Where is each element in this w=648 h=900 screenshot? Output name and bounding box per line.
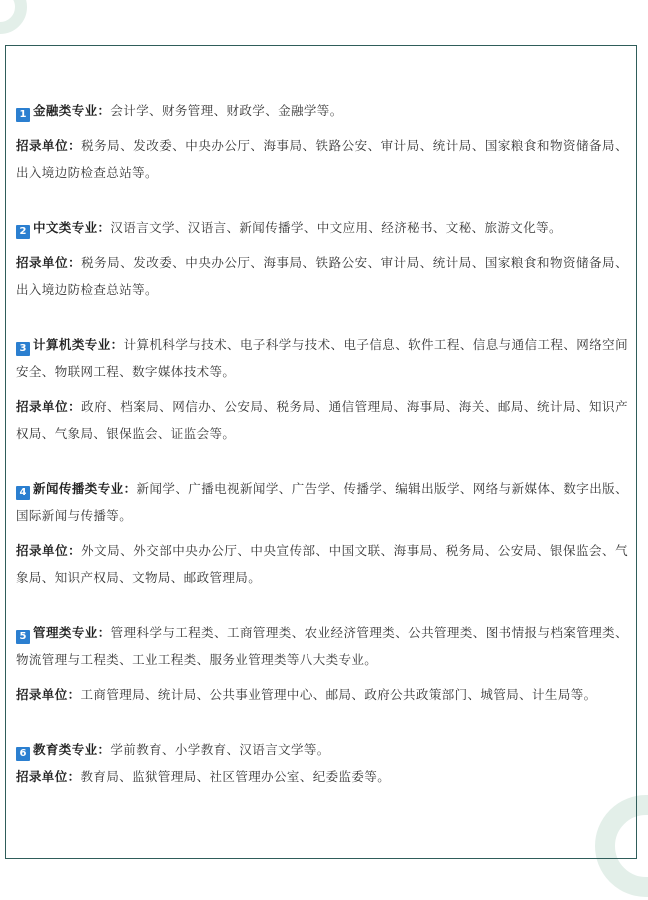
recruit-paragraph bbox=[16, 681, 628, 708]
recruit-paragraph bbox=[16, 249, 628, 303]
recruit-label: 招录单位： bbox=[16, 687, 81, 702]
recruit-paragraph bbox=[16, 763, 628, 790]
major-label: 中文类专业： bbox=[33, 220, 111, 235]
recruit-text: 外文局、外交部中央办公厅、中央宣传部、中国文联、海事局、税务局、公安局、银保监会、气象局、知识产权局、文物局、邮政管理局。 bbox=[16, 543, 628, 585]
recruit-paragraph bbox=[16, 393, 628, 447]
number-badge: 4 bbox=[16, 486, 30, 500]
number-badge: 1 bbox=[16, 108, 30, 122]
recruit-paragraph bbox=[16, 132, 628, 186]
major-text: 汉语言文学、汉语言、新闻传播学、中文应用、经济秘书、文秘、旅游文化等。 bbox=[110, 220, 562, 235]
number-badge: 2 bbox=[16, 225, 30, 239]
recruit-text: 教育局、监狱管理局、社区管理办公室、纪委监委等。 bbox=[80, 769, 391, 784]
recruit-text: 税务局、发改委、中央办公厅、海事局、铁路公安、审计局、统计局、国家粮食和物资储备局、出入境边防检查总站等。 bbox=[16, 138, 628, 180]
major-label: 教育类专业： bbox=[33, 742, 111, 757]
recruit-label: 招录单位： bbox=[16, 255, 82, 270]
recruit-paragraph bbox=[16, 537, 628, 591]
recruit-label: 招录单位： bbox=[16, 138, 82, 153]
major-label: 金融类专业： bbox=[33, 103, 111, 118]
section-2 bbox=[16, 214, 628, 303]
number-badge: 3 bbox=[16, 342, 30, 356]
section-1 bbox=[16, 97, 628, 186]
major-paragraph bbox=[16, 736, 628, 763]
recruit-text: 政府、档案局、网信办、公安局、税务局、通信管理局、海事局、海关、邮局、统计局、知识产权局、气象局、银保监会、证监会等。 bbox=[16, 399, 628, 441]
major-text: 会计学、财务管理、财政学、金融学等。 bbox=[110, 103, 343, 118]
number-badge: 5 bbox=[16, 630, 30, 644]
major-paragraph bbox=[16, 331, 628, 385]
section-5 bbox=[16, 619, 628, 708]
section-6 bbox=[16, 736, 628, 790]
section-3 bbox=[16, 331, 628, 447]
major-text: 计算机科学与技术、电子科学与技术、电子信息、软件工程、信息与通信工程、网络空间安全、物联网工程、数字媒体技术等。 bbox=[16, 337, 628, 379]
section-4 bbox=[16, 475, 628, 591]
major-label: 新闻传播类专业： bbox=[33, 481, 137, 496]
recruit-label: 招录单位： bbox=[16, 543, 82, 558]
major-paragraph bbox=[16, 475, 628, 529]
recruit-text: 工商管理局、统计局、公共事业管理中心、邮局、政府公共政策部门、城管局、计生局等。 bbox=[80, 687, 597, 702]
major-label: 管理类专业： bbox=[33, 625, 111, 640]
major-paragraph bbox=[16, 619, 628, 673]
major-paragraph bbox=[16, 97, 628, 124]
recruit-label: 招录单位： bbox=[16, 769, 81, 784]
major-paragraph bbox=[16, 214, 628, 241]
recruit-label: 招录单位： bbox=[16, 399, 82, 414]
content-area bbox=[16, 97, 628, 790]
decorative-ring-top bbox=[0, 0, 27, 34]
recruit-text: 税务局、发改委、中央办公厅、海事局、铁路公安、审计局、统计局、国家粮食和物资储备局、出入境边防检查总站等。 bbox=[16, 255, 628, 297]
major-text: 学前教育、小学教育、汉语言文学等。 bbox=[110, 742, 330, 757]
major-text: 管理科学与工程类、工商管理类、农业经济管理类、公共管理类、图书情报与档案管理类、物流管理与工程类、工业工程类、服务业管理类等八大类专业。 bbox=[16, 625, 628, 667]
number-badge: 6 bbox=[16, 747, 30, 761]
major-text: 新闻学、广播电视新闻学、广告学、传播学、编辑出版学、网络与新媒体、数字出版、国际新闻与传播等。 bbox=[16, 481, 628, 523]
major-label: 计算机类专业： bbox=[33, 337, 124, 352]
